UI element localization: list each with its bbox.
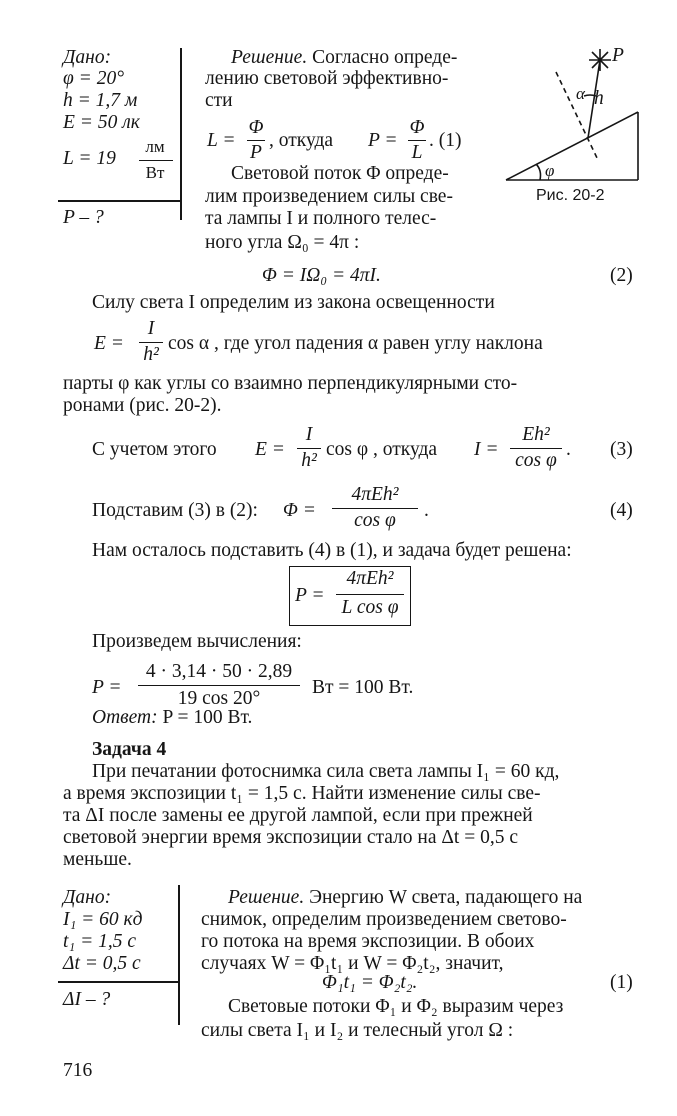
solution-line: лим произведением силы све- [205, 186, 453, 207]
task-line: та ΔI после замены ее другой лампой, если при прежней [63, 805, 533, 826]
eq1-frac2-num: Φ [409, 117, 425, 138]
eq3-label: (3) [610, 439, 633, 460]
body-line: парты φ как углы со взаимно перпендикулярными сто- [63, 373, 518, 394]
boxed-lhs: P = [295, 585, 325, 606]
given-L: L = 19 [63, 148, 116, 169]
solution2-intro: Решение. Энергию W света, падающего на [228, 887, 583, 908]
eqE-lhs: E = [94, 333, 124, 354]
task-line: а время экспозиции t₁ = 1,5 с. Найти изменение силы све- [63, 783, 541, 804]
given2-header: Дано: [63, 887, 112, 908]
eq3-mid: cos φ , откуда [326, 439, 438, 460]
eq3-tail: . [566, 439, 571, 460]
figure-20-2 [500, 44, 650, 184]
solution2-line: Световые потоки Φ₁ и Φ₂ выразим через [228, 996, 564, 1017]
task-line: При печатании фотоснимка сила света лампы I₁ = 60 кд, [92, 761, 560, 782]
given-divider-horizontal [58, 200, 180, 202]
eq1-frac-den: P [250, 142, 262, 163]
given-h: h = 1,7 м [63, 90, 138, 111]
eq4-den: cos φ [354, 510, 396, 531]
solution2-line: го потока на время экспозиции. В обоих [201, 931, 535, 952]
eqE-num: I [147, 318, 155, 339]
eq4-tail: . [424, 500, 429, 521]
figure-label-phi: φ [545, 161, 555, 180]
solution-line: ного угла Ω₀ = 4π : [205, 232, 360, 253]
solution-intro: Решение. Согласно опреде- [231, 47, 458, 68]
solution-line: сти [205, 90, 233, 111]
eq4-num: 4πEh² [351, 484, 399, 505]
eq1-mid: , откуда [269, 130, 334, 151]
desk-surface [506, 112, 638, 180]
given2-t1: t₁ = 1,5 с [63, 931, 137, 952]
solution-line: та лампы I и полного телес- [205, 208, 437, 229]
given2-I1: I₁ = 60 кд [63, 909, 143, 930]
eq1-P: P = [368, 130, 398, 151]
eq2-label: (2) [610, 265, 633, 286]
given-L-unit-den: Вт [145, 163, 165, 182]
eqE-den: h² [143, 344, 159, 365]
calc-rhs: Вт = 100 Вт. [312, 677, 414, 698]
eq3-E: E = [255, 439, 285, 460]
given-E: E = 50 лк [63, 112, 140, 133]
solution2-line: силы света I₁ и I₂ и телесный угол Ω : [201, 1020, 514, 1041]
phi-arc [536, 164, 541, 180]
fraction-line [138, 685, 300, 686]
fraction-line [336, 594, 404, 595]
given-divider-vertical [180, 48, 182, 220]
given-L-unit-num: лм [145, 137, 165, 156]
eq3-num: I [305, 424, 313, 445]
solution-line: Световой поток Φ опреде- [231, 163, 449, 184]
given-header: Дано: [63, 47, 112, 68]
given2-divider-vertical [178, 885, 180, 1025]
eq3-den2: cos φ [515, 450, 557, 471]
body-line: Нам осталось подставить (4) в (1), и задача будет решена: [92, 540, 572, 561]
given2-dt: Δt = 0,5 с [63, 953, 141, 974]
given2-divider-horizontal [58, 981, 178, 983]
given-find: P – ? [63, 207, 104, 228]
given-phi: φ = 20° [63, 68, 124, 89]
eq4-lhs: Φ = [283, 500, 316, 521]
solution2-eq1: Φ₁t₁ = Φ₂t₂. [322, 972, 418, 993]
solution2-eq1-label: (1) [610, 972, 633, 993]
task-line: меньше. [63, 849, 132, 870]
task-title: Задача 4 [92, 739, 167, 760]
eq1-frac2-den: L [411, 142, 423, 163]
boxed-num: 4πEh² [346, 568, 394, 589]
task-line: световой энергии время экспозиции стало на Δt = 0,5 с [63, 827, 518, 848]
figure-label-alpha: α [576, 84, 585, 103]
solution2-line: снимок, определим произведением светово- [201, 909, 567, 930]
body-line: Произведем вычисления: [92, 631, 302, 652]
page-number: 716 [63, 1060, 93, 1081]
eq1-L: L = [207, 130, 236, 151]
solution2-line: случаях W = Φ₁t₁ и W = Φ₂t₂, значит, [201, 953, 504, 974]
eq3-num2: Eh² [522, 424, 550, 445]
eq1-frac-num: Φ [248, 117, 264, 138]
figure-label-h: h [594, 88, 604, 109]
figure-label-P: P [612, 45, 624, 66]
figure-caption: Рис. 20-2 [536, 187, 605, 204]
solution-line: лению световой эффективно- [205, 68, 449, 89]
answer: Ответ: P = 100 Вт. [92, 707, 253, 728]
eq3-I: I = [474, 439, 499, 460]
eqE-rest: cos α , где угол падения α равен углу наклона [168, 333, 543, 354]
calc-num: 4 · 3,14 · 50 · 2,89 [145, 661, 293, 682]
body-line: Силу света I определим из закона освещенности [92, 292, 495, 313]
eq2: Φ = IΩ₀ = 4πI. [262, 265, 381, 286]
body-line: ронами (рис. 20-2). [63, 395, 222, 416]
boxed-den: L cos φ [341, 597, 399, 618]
eq3-pre: С учетом этого [92, 439, 217, 460]
eq3-den: h² [301, 450, 317, 471]
eq4-label: (4) [610, 500, 633, 521]
calc-den: 19 cos 20° [177, 688, 261, 709]
calc-lhs: P = [92, 677, 122, 698]
eq4-pre: Подставим (3) в (2): [92, 500, 258, 521]
eq1-tail: . (1) [429, 130, 462, 151]
given2-find: ΔI – ? [63, 989, 111, 1010]
